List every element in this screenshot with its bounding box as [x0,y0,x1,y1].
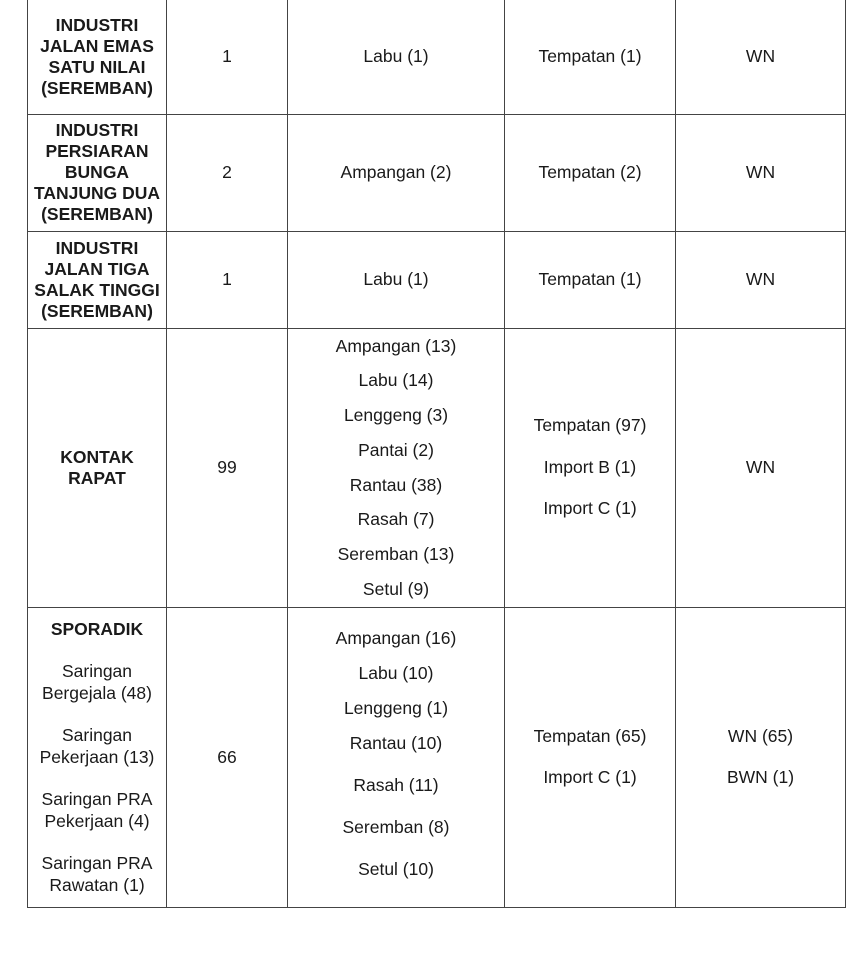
nationality-item: WN [745,269,776,289]
source-item: Import C (1) [543,498,637,519]
source-cell [505,328,676,607]
area-cell [288,231,505,328]
source-item: Tempatan (97) [533,415,647,436]
screening-line: Rawatan (1) [49,875,145,896]
cluster-name-line: BUNGA [64,162,130,182]
cluster-name-line: INDUSTRI [55,120,139,140]
source-item: Tempatan (65) [533,725,647,746]
nationality-cell [676,328,846,607]
area-item: Labu (14) [358,370,434,391]
cluster-name-cell [28,114,167,231]
case-count-cell: 1 [167,0,288,114]
table-row [28,328,846,607]
source-cell [505,0,676,114]
screening-line: Pekerjaan (4) [44,811,150,832]
source-cell [505,114,676,231]
area-item: Rantau (38) [349,474,443,495]
area-item: Pantai (2) [358,439,434,460]
area-item: Labu (10) [358,663,434,684]
cluster-name-line: KONTAK [60,446,134,467]
source-cell [505,607,676,907]
cluster-name-cell [28,328,167,607]
cluster-name-line: TANJUNG DUA [33,183,161,203]
area-item: Ampangan (13) [335,335,457,356]
table-row [28,114,846,231]
cluster-name-cell [28,607,167,907]
nationality-cell [676,0,846,114]
cluster-name-line: PERSIARAN [45,141,149,161]
cluster-name-line: INDUSTRI [55,14,139,35]
cluster-name-line: JALAN EMAS [40,35,154,56]
sporadic-screening-item [28,852,166,896]
area-item: Seremban (13) [337,544,455,565]
table-row [28,607,846,907]
cluster-name-line: (SEREMBAN) [41,77,153,98]
case-count-cell: 66 [167,607,288,907]
area-item: Rasah (11) [353,775,439,796]
area-cell [288,0,505,114]
nationality-item: WN (65) [727,725,794,746]
area-item: Labu (1) [363,46,429,67]
cluster-name-line: JALAN TIGA [44,258,150,279]
cluster-name-line: SPORADIK [50,619,144,640]
nationality-cell [676,607,846,907]
nationality-cell [676,231,846,328]
area-item: Lenggeng (1) [343,698,449,719]
area-cell [288,607,505,907]
sporadic-screening-item [28,788,166,832]
cluster-name-line: RAPAT [68,467,126,488]
screening-line: Bergejala (48) [42,683,152,704]
area-item: Ampangan (16) [335,628,457,649]
table-row [28,231,846,328]
area-item: Lenggeng (3) [343,405,449,426]
area-item: Rantau (10) [349,733,443,754]
area-item: Seremban (8) [342,817,450,838]
nationality-item: WN [745,162,776,182]
cluster-name-line: SALAK TINGGI [34,279,160,300]
cluster-name-line: SATU NILAI [48,56,146,77]
area-item: Rasah (7) [357,509,435,530]
nationality-item: WN [745,46,776,67]
cluster-name-line: (SEREMBAN) [41,204,153,224]
screening-line: Saringan PRA [41,789,153,810]
area-item: Setul (10) [358,859,434,880]
screening-line: Saringan [61,661,133,682]
sporadic-screening-item [28,724,166,768]
case-count-cell: 1 [167,231,288,328]
cluster-name-cell [28,231,167,328]
screening-line: Pekerjaan (13) [39,747,155,768]
cluster-name-line: (SEREMBAN) [41,300,153,321]
area-cell [288,114,505,231]
source-item: Import B (1) [543,456,637,477]
area-item: Labu (1) [363,269,429,289]
cluster-name-cell [28,0,167,114]
source-item: Tempatan (2) [538,162,642,182]
area-item: Setul (9) [362,579,430,600]
source-item: Import C (1) [543,767,637,788]
cluster-table [27,0,846,908]
cluster-name-line: INDUSTRI [55,237,139,258]
nationality-item: WN [745,457,776,478]
sporadic-screening-item [28,660,166,704]
table-row [28,0,846,114]
case-count-cell: 2 [167,114,288,231]
source-item: Tempatan (1) [538,269,642,289]
area-cell [288,328,505,607]
case-count-cell: 99 [167,328,288,607]
screening-line: Saringan PRA [41,853,153,874]
source-item: Tempatan (1) [538,46,642,67]
source-cell [505,231,676,328]
nationality-cell [676,114,846,231]
screening-line: Saringan [61,725,133,746]
nationality-item: BWN (1) [726,767,795,788]
area-item: Ampangan (2) [340,162,452,182]
